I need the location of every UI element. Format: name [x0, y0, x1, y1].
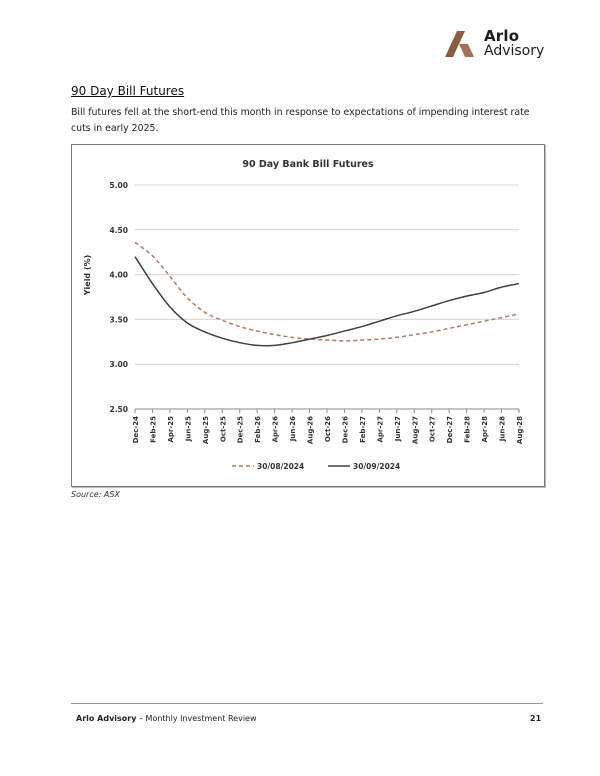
logo-mark-right — [459, 44, 474, 57]
x-tick-label: Oct-26 — [324, 416, 332, 443]
section-intro: Bill futures fell at the short-end this month in response to expectations of impending interest rate cuts in early 2025. — [71, 107, 530, 134]
x-tick-label: Jun-26 — [289, 416, 298, 442]
arlo-logo-icon — [443, 27, 479, 59]
x-tick-label: Apr-28 — [481, 416, 490, 443]
page-number: 21 — [530, 714, 542, 723]
x-tick-label: Dec-25 — [236, 416, 245, 444]
y-tick-label: 3.50 — [109, 315, 128, 325]
brand-name-line2: Advisory — [484, 43, 545, 59]
x-tick-label: Aug-27 — [411, 416, 420, 445]
x-tick-label: Feb-25 — [149, 416, 158, 443]
chart-legend — [232, 462, 400, 471]
yield-chart — [72, 145, 544, 486]
x-tick-label: Feb-28 — [463, 416, 472, 443]
x-tick-label: Jun-25 — [184, 416, 193, 442]
x-tick-label: Dec-26 — [341, 416, 350, 444]
x-tick-label: Apr-27 — [376, 416, 385, 443]
x-tick-label: Jun-27 — [393, 416, 402, 442]
x-tick-label: Oct-27 — [428, 416, 437, 443]
footer-divider — [71, 703, 543, 704]
series-line-30-09-2024 — [135, 257, 519, 346]
x-tick-label: Oct-25 — [219, 416, 228, 443]
brand-logo — [443, 27, 553, 61]
x-tick-label: Feb-27 — [358, 416, 367, 443]
x-tick-label: Apr-26 — [271, 416, 280, 443]
y-tick-label: 2.50 — [109, 405, 128, 414]
y-tick-labels — [109, 181, 128, 414]
footer-brand: Arlo Advisory — [76, 714, 137, 723]
brand-name-line1: Arlo — [484, 27, 520, 45]
footer-subtitle: – Monthly Investment Review — [136, 714, 257, 723]
chart-source: Source: ASX — [71, 490, 120, 499]
x-tick-labels — [132, 409, 524, 444]
y-axis-label: Yield (%) — [83, 254, 92, 296]
y-tick-label: 5.00 — [109, 181, 128, 190]
legend-label: 30/09/2024 — [353, 462, 401, 471]
y-tick-label: 4.00 — [109, 270, 128, 280]
x-tick-label: Feb-26 — [254, 416, 263, 443]
x-tick-label: Aug-28 — [516, 416, 524, 445]
chart-container — [71, 144, 545, 487]
x-tick-label: Apr-25 — [166, 416, 175, 443]
legend-label: 30/08/2024 — [257, 462, 305, 471]
x-tick-label: Aug-26 — [306, 416, 315, 445]
y-tick-label: 4.50 — [109, 225, 128, 235]
series-lines — [135, 242, 519, 345]
footer-title — [76, 714, 257, 723]
x-tick-label: Aug-25 — [201, 416, 210, 445]
chart-title: 90 Day Bank Bill Futures — [242, 159, 374, 170]
x-tick-label: Dec-27 — [446, 416, 455, 444]
x-tick-label: Jun-28 — [498, 416, 507, 442]
section-title: 90 Day Bill Futures — [71, 84, 185, 98]
y-tick-label: 3.00 — [109, 360, 128, 370]
x-tick-label: Dec-24 — [132, 416, 140, 444]
